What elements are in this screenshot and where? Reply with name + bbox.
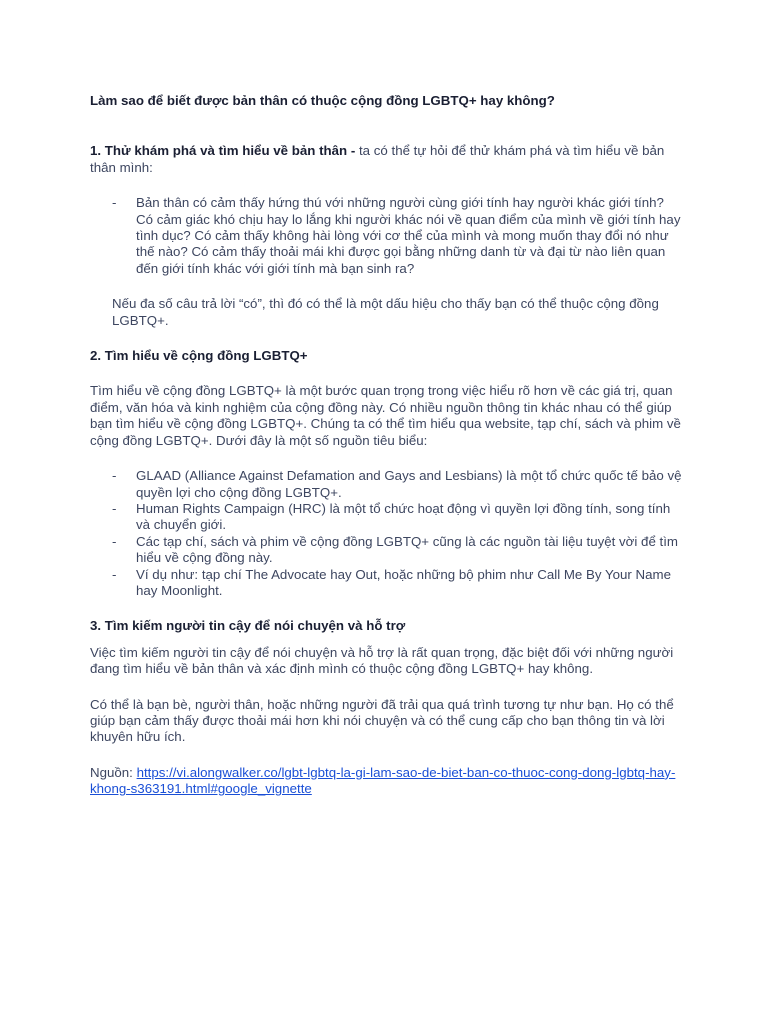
list-item [90,567,682,600]
section-2-bullet-list [90,468,682,599]
list-item-text: Các tạp chí, sách và phim về cộng đồng LGBTQ+ cũng là các nguồn tài liệu tuyệt vời để tìm hiểu về cộng đồng này. [136,533,678,566]
list-item [90,468,682,501]
section-1-intro-text: ta có thể tự hỏi để thử khám phá và tìm hiểu về bản thân mình: [90,143,665,175]
list-item [90,501,682,534]
list-item [90,195,682,277]
document-page [90,93,682,798]
section-2-body: Tìm hiểu về cộng đồng LGBTQ+ là một bước quan trọng trong việc hiểu rõ hơn về các giá trị, quan điểm, văn hóa và kinh nghiệm của cộng đồng này. Có nhiều nguồn thông tin khác nhau có thể giúp bạn tìm hiểu về cộng đồng LGBTQ+. Chúng ta có thể tìm hiểu qua website, tạp chí, sách và phim về cộng đồng LGBTQ+. Dưới đây là một số nguồn tiêu biểu: [90,383,681,448]
list-item-text: GLAAD (Alliance Against Defamation and Gays and Lesbians) là một tổ chức quốc tế bảo vệ quyền lợi cho cộng đồng LGBTQ+. [136,468,682,500]
source-link[interactable]: https://vi.alongwalker.co/lgbt-lgbtq-la-gi-lam-sao-de-biet-ban-co-thuoc-cong-dong-lgbtq-hay-khong-s363191.html#google_vignette [90,764,676,797]
bullet-dash: - [112,195,117,211]
source-line [90,765,682,798]
section-1-conclusion: Nếu đa số câu trả lời “có”, thì đó có thể là một dấu hiệu cho thấy bạn có thể thuộc cộng đồng LGBTQ+. [112,296,659,328]
list-item-text: Ví dụ như: tạp chí The Advocate hay Out, hoặc những bộ phim như Call Me By Your Name hay Moonlight. [136,566,672,598]
section-1-intro [90,143,682,176]
section-3-body-1: Việc tìm kiếm người tin cậy để nói chuyện và hỗ trợ là rất quan trọng, đặc biệt đối với những người đang tìm hiểu về bản thân và xác định mình có thuộc cộng đồng LGBTQ+ hay không. [90,644,674,677]
list-item-text: Bản thân có cảm thấy hứng thú với những người cùng giới tính hay người khác giới tính? Có cảm giác khó chịu hay lo lắng khi người khác nói về quan điểm của mình về giới tính hay tình dục? Có cảm thấy không hài lòng với cơ thể của mình và mong muốn thay đổi nó như thế nào? Có cảm thấy thoải mái khi được gọi bằng những danh từ và đại từ nào liên quan đến giới tính khác với giới tính mà bạn sinh ra? [136,195,681,276]
list-item-text: Human Rights Campaign (HRC) là một tổ chức hoạt động vì quyền lợi đồng tính, song tính và chuyển giới. [136,500,671,533]
bullet-dash: - [112,533,117,549]
section-3-heading: 3. Tìm kiếm người tin cậy để nói chuyện và hỗ trợ [90,618,406,634]
section-3-body-2: Có thể là bạn bè, người thân, hoặc những người đã trải qua quá trình tương tự như bạn. Họ có thể giúp bạn cảm thấy được thoải mái hơn khi nói chuyện và có thể cung cấp cho bạn thông tin và lời khuyên hữu ích. [90,696,674,745]
source-label: Nguồn: [90,764,137,780]
bullet-dash: - [112,468,117,484]
bullet-dash: - [112,500,117,516]
section-2-heading: 2. Tìm hiểu về cộng đồng LGBTQ+ [90,348,308,364]
document-title: Làm sao để biết được bản thân có thuộc cộng đồng LGBTQ+ hay không? [90,93,555,108]
section-1-heading: 1. Thử khám phá và tìm hiểu về bản thân - [90,143,356,159]
bullet-dash: - [112,566,117,582]
list-item [90,534,682,567]
section-1-bullet-list [90,195,682,277]
